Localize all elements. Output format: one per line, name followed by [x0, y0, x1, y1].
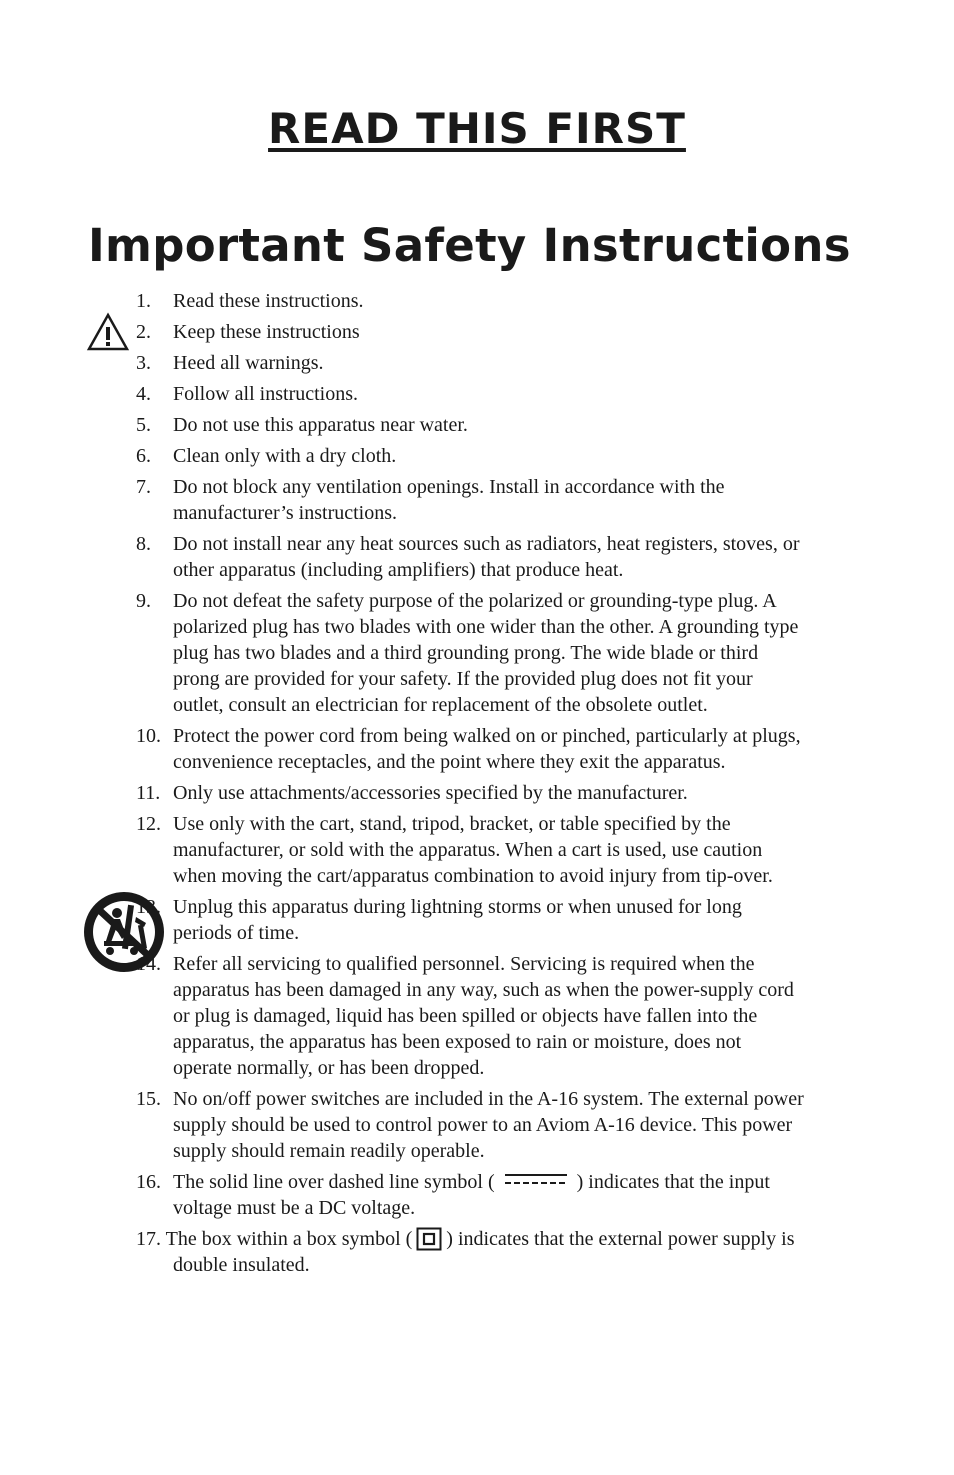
list-item: 2. Keep these instructions [136, 321, 360, 343]
dc-voltage-symbol-icon [503, 1172, 569, 1186]
page-title: Important Safety Instructions [88, 219, 851, 272]
list-item: 14. Refer all servicing to qualified personnel. Servicing is required when the apparatus has been damaged in any way, such as when the power-supply cord or plug is damaged, liquid has been spilled or objects have fallen into the apparatus, the apparatus has been exposed to rain or moisture, does not operate normally, or has been dropped. [136, 953, 794, 1079]
list-item: 17. The box within a box symbol ( ) indicates that the external power supply is double insulated. [136, 1228, 795, 1276]
list-item: 1. Read these instructions. [136, 290, 364, 312]
double-insulated-box-icon [416, 1227, 442, 1251]
list-item: 5. Do not use this apparatus near water. [136, 414, 468, 436]
list-item: 12. Use only with the cart, stand, tripod, bracket, or table specified by the manufacturer, or sold with the apparatus. When a cart is used, use caution when moving the cart/apparatus combination to avoid injury from tip-over. [136, 813, 773, 887]
list-item: 11. Only use attachments/accessories specified by the manufacturer. [136, 782, 688, 804]
read-this-first-heading: READ THIS FIRST [268, 104, 686, 153]
list-item: 9. Do not defeat the safety purpose of the polarized or grounding-type plug. A polarized plug has two blades with one wider than the other. A grounding type plug has two blades and a third grounding prong. The wide blade or third prong are provided for your safety. If the provided plug does not fit your outlet, consult an electrician for replacement of the obsolete outlet. [136, 590, 799, 716]
list-item: 8. Do not install near any heat sources such as radiators, heat registers, stoves, or other apparatus (including amplifiers) that produce heat. [136, 533, 800, 581]
list-item: 13. Unplug this apparatus during lightning storms or when unused for long periods of time. [136, 896, 742, 944]
list-item: 7. Do not block any ventilation openings. Install in accordance with the manufacturer’s instructions. [136, 476, 725, 524]
list-item: 3. Heed all warnings. [136, 352, 324, 374]
warning-triangle-icon [86, 312, 130, 352]
list-item: 10. Protect the power cord from being walked on or pinched, particularly at plugs, convenience receptacles, and the point where they exit the apparatus. [136, 725, 801, 773]
list-item: 15. No on/off power switches are included in the A-16 system. The external power supply should be used to control power to an Aviom A-16 device. This power supply should remain readily operable. [136, 1088, 804, 1162]
safety-instructions-list [136, 288, 804, 1283]
list-item: 4. Follow all instructions. [136, 383, 358, 405]
list-item: 16. The solid line over dashed line symbol ( ) indicates that the input voltage must be a DC voltage. [136, 1171, 770, 1219]
list-item: 6. Clean only with a dry cloth. [136, 445, 397, 467]
